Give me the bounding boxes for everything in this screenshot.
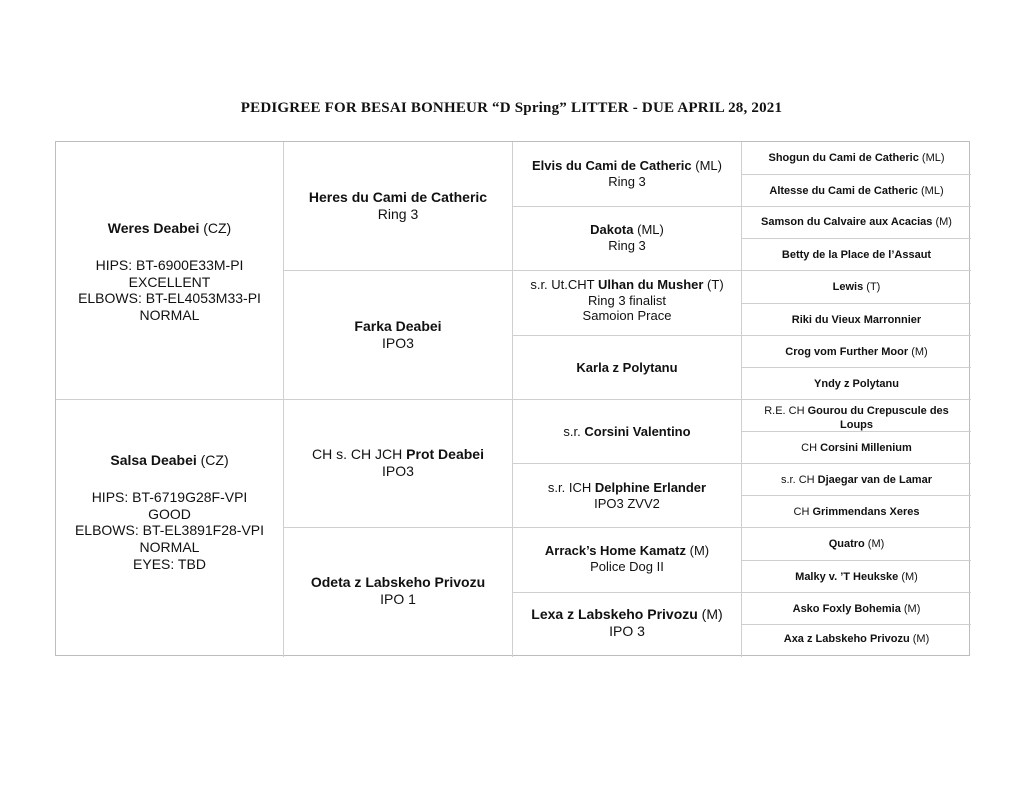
gen4-suffix: (M) [909,633,930,645]
gen3-cell [513,464,742,528]
gen4-name: Riki du Vieux Marronnier [791,314,922,326]
gen3-detail: IPO 3 [609,622,645,639]
sire-cell [56,142,284,400]
gen4-cell [742,400,971,432]
gen3-suffix: (ML) [633,222,664,237]
gen3-detail: Ring 3 finalist [587,292,667,308]
gen4-cell [742,625,971,657]
gen3-cell [513,207,742,271]
gen3-detail: Ring 3 [608,173,646,189]
gen4-prefix: CH [793,506,813,518]
gen4-name: Yndy z Polytanu [814,378,899,390]
gen3-name: Karla z Polytanu [576,360,678,375]
gen3-name: Corsini Valentino [584,424,691,439]
gen4-suffix: (M) [900,603,921,615]
sire-name: Weres Deabei [107,220,200,236]
gen2-cell [284,400,513,528]
dam-elbows-result: NORMAL [139,539,200,556]
gen3-cell [513,142,742,207]
dam-name: Salsa Deabei [110,452,197,468]
gen4-cell [742,561,971,593]
gen4-name: Quatro [828,538,865,550]
gen4-name: Betty de la Place de l’Assaut [781,249,932,261]
dam-hips: HIPS: BT-6719G28F-VPI [91,488,248,505]
page-title: PEDIGREE FOR BESAI BONHEUR “D Spring” LITTER - DUE APRIL 28, 2021 [240,100,783,116]
gen4-cell [742,239,971,271]
dam-hips-result: GOOD [148,505,191,522]
gen3-name: Delphine Erlander [594,480,707,495]
gen3-prefix: s.r. Ut.CHT [530,277,598,292]
gen3-cell [513,336,742,400]
gen2-cell [284,271,513,400]
gen2-prefix: CH s. CH JCH [312,446,407,462]
gen4-name: Lewis [832,281,864,293]
gen3-detail2: Samoion Prace [582,308,672,324]
gen4-cell [742,496,971,528]
gen4-name: Corsini Millenium [820,442,912,454]
gen4-suffix: (M) [932,216,952,228]
gen4-name: Crog vom Further Moor [785,346,909,358]
gen4-suffix: (ML) [917,185,944,197]
gen3-name: Lexa z Labskeho Privozu [531,606,698,622]
gen3-prefix: s.r. ICH [547,480,595,495]
gen4-cell [742,593,971,625]
gen3-name: Ulhan du Musher [597,277,704,292]
gen3-name: Arrack’s Home Kamatz [544,543,687,558]
gen3-suffix: (M) [686,543,710,558]
dam-breed: (CZ) [196,452,229,468]
gen4-cell [742,207,971,239]
gen4-name: Altesse du Cami de Catheric [769,185,918,197]
gen3-detail: Police Dog II [590,558,664,574]
sire-elbows: ELBOWS: BT-EL4053M33-PI [78,290,261,307]
gen3-cell [513,271,742,336]
pedigree-table [55,141,970,656]
gen4-cell [742,142,971,175]
gen4-suffix: (M) [908,346,928,358]
gen4-prefix: R.E. CH [764,405,808,417]
gen2-cell [284,528,513,657]
gen4-suffix: (T) [863,281,881,293]
gen2-detail: IPO3 [382,462,414,479]
gen4-cell [742,336,971,368]
gen2-cell [284,142,513,271]
gen4-cell [742,175,971,207]
gen2-name: Prot Deabei [406,446,484,462]
gen3-suffix: (M) [697,606,723,622]
gen2-name: Odeta z Labskeho Privozu [310,574,486,590]
gen4-prefix: s.r. CH [780,474,818,486]
gen3-cell [513,400,742,464]
sire-hips: HIPS: BT-6900E33M-PI [95,256,244,273]
dam-cell [56,400,284,657]
gen4-name: Samson du Calvaire aux Acacias [761,216,933,228]
gen4-name: Malky v. ’T Heukske [795,571,899,583]
gen4-cell [742,368,971,400]
gen4-prefix: CH [801,442,821,454]
gen3-detail: IPO3 ZVV2 [594,495,660,511]
dam-eyes: EYES: TBD [133,555,206,572]
gen2-detail: IPO 1 [380,590,416,607]
gen3-prefix: s.r. [563,424,585,439]
gen4-suffix: (M) [864,538,885,550]
gen3-detail: Ring 3 [608,237,646,253]
gen2-detail: Ring 3 [377,205,419,222]
gen3-suffix: (T) [703,277,724,292]
sire-elbows-result: NORMAL [139,307,200,324]
gen4-cell [742,432,971,464]
gen4-suffix: (M) [898,571,918,583]
gen3-cell [513,593,742,657]
gen4-suffix: (ML) [918,152,945,164]
gen4-name: Gourou du Crepuscule des Loups [807,405,949,432]
gen2-name: Farka Deabei [354,318,442,334]
gen3-suffix: (ML) [691,158,722,173]
dam-elbows: ELBOWS: BT-EL3891F28-VPI [74,522,265,539]
gen2-detail: IPO3 [382,334,414,351]
gen3-name: Elvis du Cami de Catheric [531,158,692,173]
gen4-name: Shogun du Cami de Catheric [768,152,919,164]
gen4-name: Axa z Labskeho Privozu [783,633,910,645]
gen4-cell [742,271,971,304]
sire-breed: (CZ) [199,220,232,236]
gen3-cell [513,528,742,593]
gen4-name: Asko Foxly Bohemia [792,603,901,615]
gen3-name: Dakota [590,222,634,237]
gen4-cell [742,304,971,336]
sire-hips-result: EXCELLENT [128,273,211,290]
gen4-cell [742,528,971,561]
gen4-name: Grimmendans Xeres [812,506,920,518]
gen4-cell [742,464,971,496]
gen4-name: Djaegar van de Lamar [817,474,932,486]
gen2-name: Heres du Cami de Catheric [308,189,488,205]
